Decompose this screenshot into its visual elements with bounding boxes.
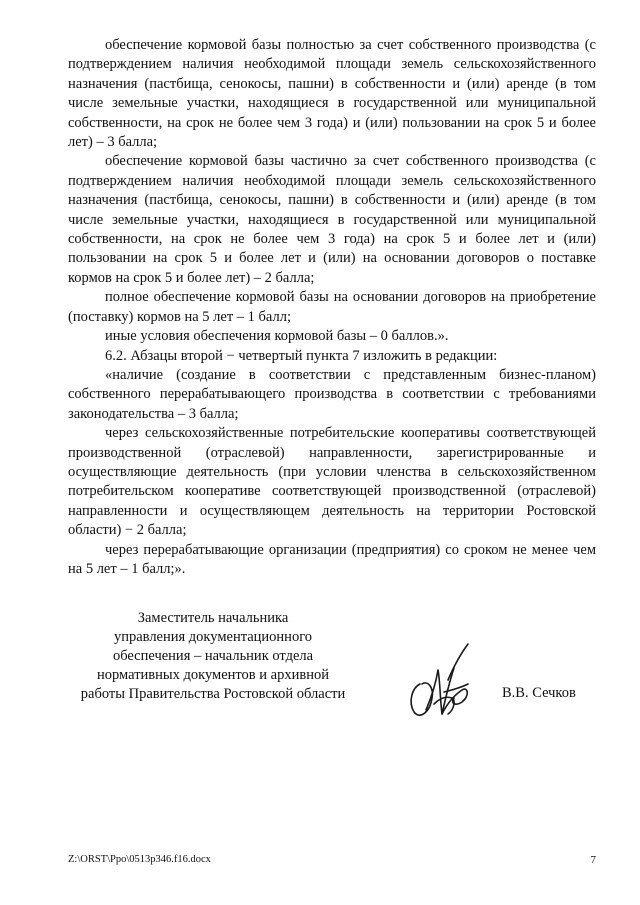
paragraph-8: через перерабатывающие организации (предприятия) со сроком не менее чем на 5 лет – 1 балл;». — [68, 541, 596, 577]
position-line: работы Правительства Ростовской области — [80, 686, 346, 702]
position-line: Заместитель начальника — [137, 610, 289, 626]
page-number: 7 — [590, 854, 596, 866]
handwritten-signature — [398, 640, 480, 722]
paragraph-6: «наличие (создание в соответствии с представленным бизнес-планом) собственного перерабатывающего производства в соответствии с требованиями законодательства – 3 балла; — [68, 366, 596, 422]
file-path: Z:\ORST\Ppo\0513p346.f16.docx — [68, 854, 211, 865]
paragraph-1: обеспечение кормовой базы полностью за счет собственного производства (с подтверждением наличия необходимой площади земель сельскохозяйственного назначения (пастбища, сенокосы, пашни) в собственности и (или) аренде (в том числе земельные участки, находящиеся в государственной или муниципальной собственности, на срок не более чем 3 года) и (или) пользовании на срок 5 и более лет) – 3 балла; — [68, 37, 596, 151]
paragraph-5: 6.2. Абзацы второй − четвертый пункта 7 изложить в редакции: — [105, 347, 498, 364]
paragraph-7: через сельскохозяйственные потребительские кооперативы соответствующей производственной (отраслевой) направленности, зарегистрированные и осуществляющие деятельность (при условии членства в сельскохозяйственном потребительском кооперативе соответствующей производственной (отраслевой) направленности и осуществляющем деятельность на территории Ростовской области) − 2 балла; — [68, 425, 596, 539]
document-body — [68, 36, 596, 579]
position-line: управления документационного — [113, 629, 313, 645]
position-line: обеспечения – начальник отдела — [112, 648, 314, 664]
paragraph-3: полное обеспечение кормовой базы на основании договоров на приобретение (поставку) кормов на 5 лет – 1 балл; — [68, 289, 596, 325]
paragraph-4: иные условия обеспечения кормовой базы – 0 баллов.». — [105, 328, 449, 345]
position-line: нормативных документов и архивной — [97, 667, 329, 683]
paragraph-2: обеспечение кормовой базы частично за счет собственного производства (с подтверждением наличия необходимой площади земель сельскохозяйственного назначения (пастбища, сенокосы, пашни) в собственности и (или) аренде (в том числе земельные участки, находящиеся в государственной или муниципальной собственности, на срок не более чем 3 года) на срок 5 и более лет и (или) пользовании на срок 5 и более лет и (или) на основании договоров о поставке кормов на срок 5 и более лет) – 2 балла; — [68, 153, 596, 286]
signatory-position — [68, 609, 358, 704]
signer-name: В.В. Сечков — [502, 685, 576, 701]
